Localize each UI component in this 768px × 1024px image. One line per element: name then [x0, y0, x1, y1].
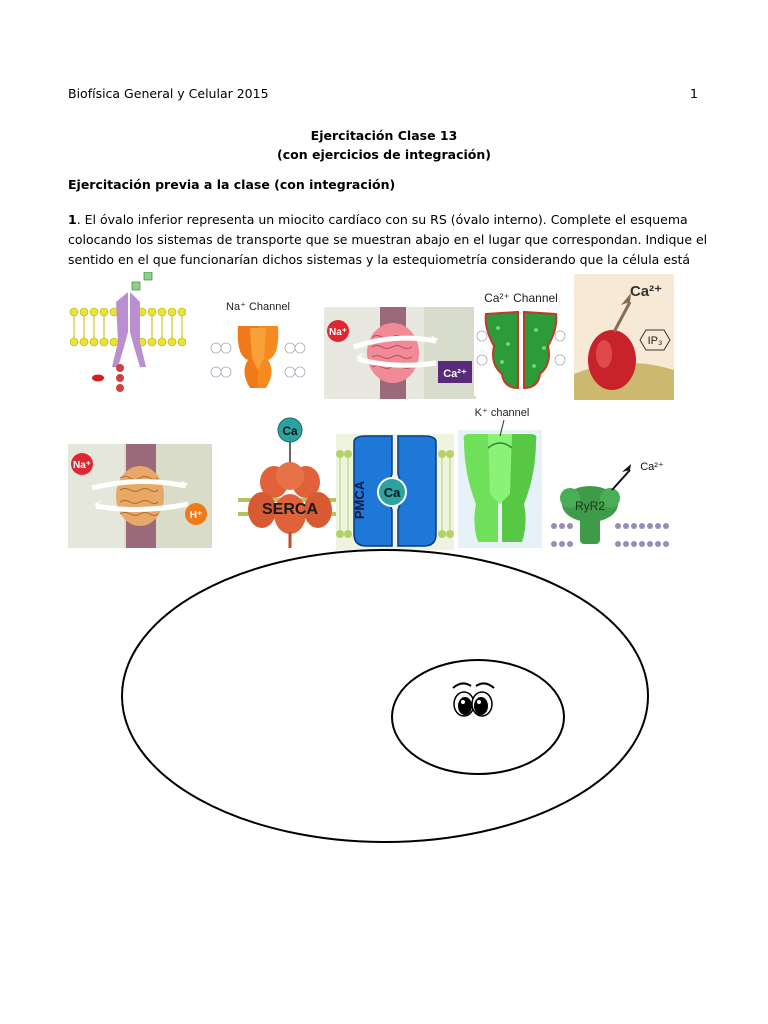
- cardiac-myocyte-outline[interactable]: [122, 550, 648, 842]
- ip3-receptor-icon: [574, 274, 674, 400]
- na-k-atpase-figure: [68, 272, 186, 400]
- serca-ca-label: Ca: [282, 424, 298, 438]
- eyes-doodle-icon: [453, 683, 494, 716]
- header-course: Biofísica General y Celular 2015: [68, 86, 269, 101]
- section-heading: Ejercitación previa a la clase (con integración): [68, 177, 396, 192]
- serca-pump-icon: [238, 414, 338, 548]
- ncx-ca-label: Ca²⁺: [443, 368, 467, 380]
- k-channel-figure: [458, 404, 542, 548]
- nhe-h-label: H⁺: [189, 510, 203, 521]
- k-channel-icon: [458, 404, 542, 548]
- pmca-figure: [336, 434, 454, 550]
- ryr2-figure: [548, 454, 672, 548]
- pmca-pump-icon: [336, 434, 454, 550]
- ca-channel-icon: [474, 284, 568, 396]
- ip3-label: IP₃: [647, 335, 663, 347]
- na-channel-icon: [208, 298, 308, 394]
- na-ca-exchanger-icon: [324, 307, 476, 399]
- ip3r-figure: [574, 274, 674, 400]
- k-channel-label: K⁺ channel: [474, 407, 530, 419]
- ncx-na-label: Na⁺: [328, 327, 348, 338]
- myocyte-diagram: [110, 545, 660, 855]
- nhe-na-label: Na⁺: [72, 460, 92, 471]
- exercise-text: . El óvalo inferior representa un miocito cardíaco con su RS (óvalo interno). Complete el esquema colocando los sistemas de transporte que se muestran abajo en el lugar que correspondan. Indique el sentido en el que funcionarían dichos sistemas y la estequiometría considerando que la célula está: [68, 212, 708, 267]
- na-channel-label: Na⁺ Channel: [226, 301, 290, 313]
- ip3r-ca-label: Ca²⁺: [629, 283, 663, 300]
- ryr2-channel-icon: [548, 454, 672, 548]
- pmca-label: PMCA: [352, 480, 367, 520]
- serca-label: SERCA: [261, 501, 319, 518]
- exercise-number: 1: [68, 212, 77, 227]
- nhe-figure: [68, 444, 212, 548]
- sarcoplasmic-reticulum-outline[interactable]: [392, 660, 564, 774]
- page-subtitle: (con ejercicios de integración): [277, 147, 491, 162]
- pmca-ca-label: Ca: [383, 485, 401, 500]
- ryr2-label: RyR2: [574, 499, 606, 513]
- page-title: Ejercitación Clase 13: [310, 128, 458, 143]
- na-h-exchanger-icon: [68, 444, 212, 548]
- ca-channel-figure: [474, 284, 568, 396]
- ryr2-ca-label: Ca²⁺: [640, 461, 664, 473]
- na-channel-figure: [208, 298, 308, 394]
- serca-figure: [238, 414, 338, 548]
- ca-channel-label: Ca²⁺ Channel: [484, 291, 558, 305]
- page-number: 1: [690, 86, 698, 101]
- ncx-figure: [324, 307, 476, 399]
- na-k-atpase-icon: [68, 272, 186, 400]
